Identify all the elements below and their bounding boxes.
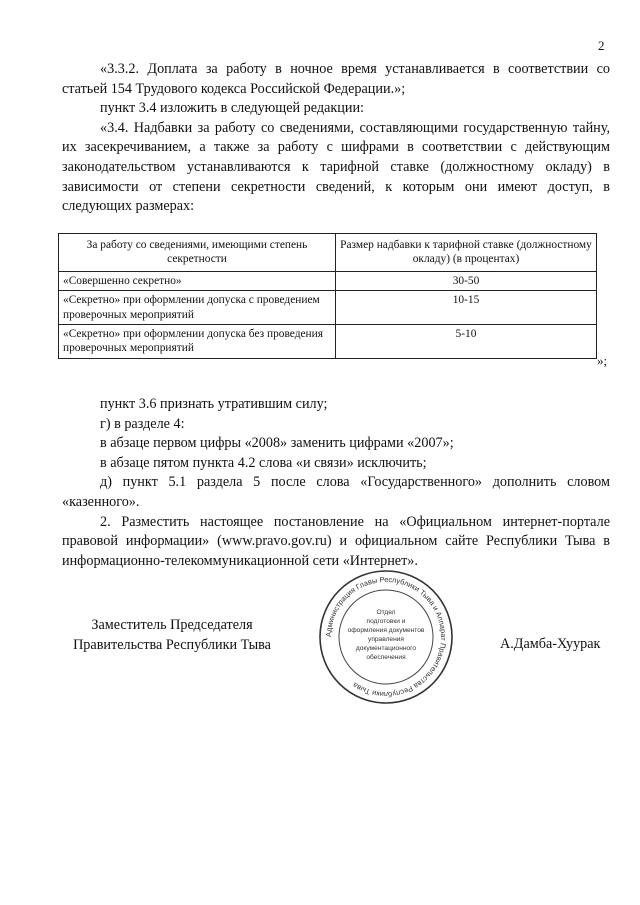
stamp-line: документационного — [355, 645, 417, 652]
table-row — [59, 325, 597, 359]
table-header-row — [59, 234, 597, 272]
table-cell-value: 10-15 — [336, 291, 597, 325]
table-cell-value: 5-10 — [336, 325, 597, 359]
paragraph-3-3-2: «3.3.2. Доплата за работу в ночное время устанавливается в соответствии со статьей 154 Трудового кодекса Российской Федерации.»; — [62, 61, 610, 97]
stamp-line: подготовки и — [366, 618, 406, 625]
table-cell-value: 30-50 — [336, 271, 597, 290]
table-header-secrecy: За работу со сведениями, имеющими степень секретности — [59, 234, 336, 272]
table-row — [59, 271, 597, 290]
stamp-center-text — [348, 609, 425, 661]
table-header-allowance: Размер надбавки к тарифной ставке (должностному окладу) (в процентах) — [336, 234, 597, 272]
table-closing-quote: »; — [597, 353, 608, 368]
stamp-line: Отдел — [376, 609, 396, 616]
paragraph-section-4: г) в разделе 4: — [100, 415, 185, 432]
paragraph-3-6: пункт 3.6 признать утратившим силу; — [100, 396, 328, 412]
stamp-ring-text: Администрация Главы Республики Тыва и Аппарат Правительства Республики Тыва — [323, 574, 449, 700]
table-cell-label: «Секретно» при оформлении допуска с проведением проверочных мероприятий — [59, 291, 336, 325]
table-cell-label: «Секретно» при оформлении допуска без проведения проверочных мероприятий — [59, 325, 336, 359]
paragraph-3-4: «3.4. Надбавки за работу со сведениями, составляющими государственную тайну, их засекречиванием, а также за работу с шифрами в соответствии с действующим законодательством устанавливаются к тарифной ставке (должностному окладу) в зависимости от степени секретности сведений, к которым они имеют доступ, в следующих размерах: — [62, 119, 610, 215]
signatory-position-line-1: Заместитель Председателя — [91, 617, 253, 633]
paragraph-abzac-5: в абзаце пятом пункта 4.2 слова «и связи» исключить; — [100, 454, 427, 471]
paragraph-3-4-intro: пункт 3.4 изложить в следующей редакции: — [100, 100, 364, 117]
allowance-table — [58, 233, 597, 359]
stamp-line: обеспечения — [366, 654, 406, 661]
table-cell-label: «Совершенно секретно» — [59, 271, 336, 290]
stamp-line: оформления документов — [347, 627, 425, 634]
amendment-text-bottom — [62, 395, 610, 571]
paragraph-publish: 2. Разместить настоящее постановление на «Официальном интернет-портале правовой информации» (www.pravo.gov.ru) и официальном сайте Республики Тыва в информационно-телекоммуникационной сети «Интернет». — [62, 513, 610, 569]
amendment-text-top — [62, 60, 610, 217]
paragraph-5-1: д) пункт 5.1 раздела 5 после слова «Государственного» дополнить словом «казенного». — [62, 474, 610, 510]
page-number: 2 — [598, 38, 605, 53]
signatory-position — [62, 616, 282, 655]
signatory-name: А.Дамба-Хуурак — [500, 636, 601, 652]
stamp-line: управления — [368, 636, 404, 643]
paragraph-abzac-1: в абзаце первом цифры «2008» заменить цифрами «2007»; — [100, 435, 454, 452]
official-stamp — [318, 569, 454, 705]
signatory-position-line-2: Правительства Республики Тыва — [73, 636, 271, 653]
table-row — [59, 291, 597, 325]
